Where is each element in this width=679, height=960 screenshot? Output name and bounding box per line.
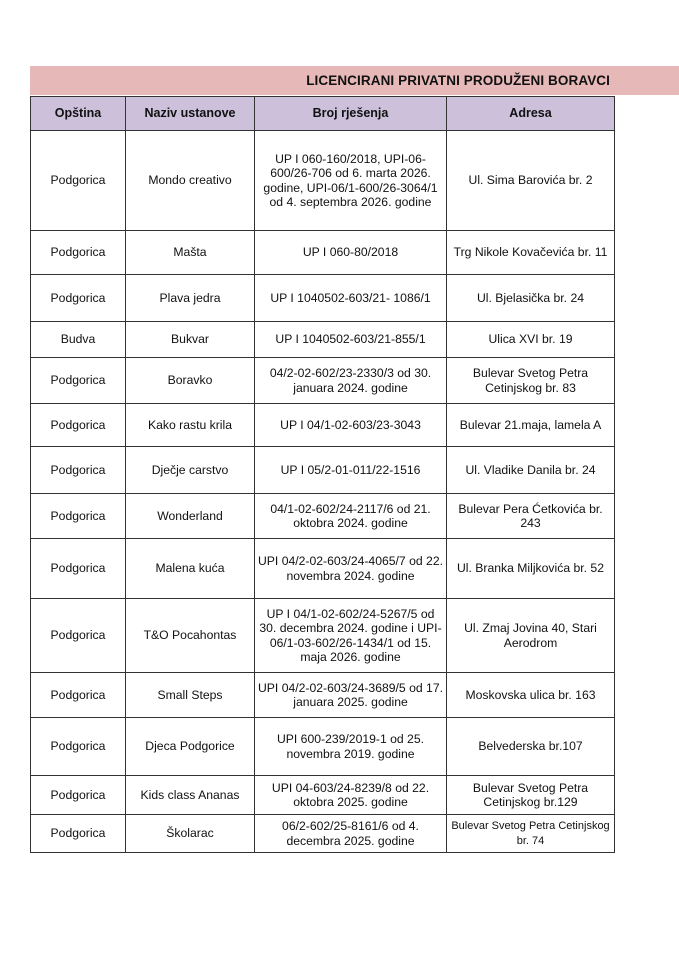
table-row [31,131,615,231]
table-row [31,673,615,718]
header-institution: Naziv ustanove [126,97,255,131]
cell-decision: UPI 04-603/24-8239/8 od 22. oktobra 2025. godine [255,776,447,815]
cell-address: Bulevar 21.maja, lamela A [447,404,615,447]
cell-decision: UP I 04/1-02-602/24-5267/5 od 30. decembra 2024. godine i UPI-06/1-03-602/26-1434/1 od 15. maja 2026. godine [255,599,447,673]
cell-institution: Školarac [126,815,255,853]
cell-address: Belvederska br.107 [447,718,615,776]
cell-institution: Boravko [126,358,255,404]
table-row [31,815,615,853]
header-decision: Broj rješenja [255,97,447,131]
cell-decision: UP I 060-160/2018, UPI-06-600/26-706 od 6. marta 2026. godine, UPI-06/1-600/26-3064/1 od 4. septembra 2026. godine [255,131,447,231]
cell-institution: Wonderland [126,494,255,539]
cell-institution: Kids class Ananas [126,776,255,815]
cell-address: Bulevar Svetog Petra Cetinjskog br. 74 [447,815,615,853]
cell-decision: UP I 060-80/2018 [255,231,447,275]
cell-address: Ul. Vladike Danila br. 24 [447,447,615,494]
table-row [31,322,615,358]
cell-institution: T&O Pocahontas [126,599,255,673]
cell-municipality: Podgorica [31,718,126,776]
cell-institution: Kako rastu krila [126,404,255,447]
cell-institution: Plava jedra [126,275,255,322]
cell-address: Moskovska ulica br. 163 [447,673,615,718]
table-row [31,447,615,494]
cell-decision: UPI 04/2-02-603/24-4065/7 od 22. novembra 2024. godine [255,539,447,599]
cell-address: Bulevar Pera Ćetkovića br. 243 [447,494,615,539]
cell-address: Ul. Zmaj Jovina 40, Stari Aerodrom [447,599,615,673]
cell-address: Ul. Sima Barovića br. 2 [447,131,615,231]
cell-institution: Malena kuća [126,539,255,599]
cell-address: Ul. Bjelasička br. 24 [447,275,615,322]
cell-institution: Small Steps [126,673,255,718]
licensed-facilities-table [30,96,615,853]
cell-municipality: Budva [31,322,126,358]
cell-decision: 04/2-02-602/23-2330/3 od 30. januara 2024. godine [255,358,447,404]
cell-municipality: Podgorica [31,275,126,322]
header-municipality: Opština [31,97,126,131]
cell-decision: UPI 04/2-02-603/24-3689/5 od 17. januara 2025. godine [255,673,447,718]
table-row [31,494,615,539]
cell-municipality: Podgorica [31,404,126,447]
cell-decision: UPI 600-239/2019-1 od 25. novembra 2019. godine [255,718,447,776]
header-address: Adresa [447,97,615,131]
table-header-row [31,97,615,131]
cell-address: Ulica XVI br. 19 [447,322,615,358]
cell-decision: 04/1-02-602/24-2117/6 od 21. oktobra 2024. godine [255,494,447,539]
cell-municipality: Podgorica [31,231,126,275]
cell-decision: UP I 05/2-01-011/22-1516 [255,447,447,494]
cell-municipality: Podgorica [31,447,126,494]
table-row [31,275,615,322]
cell-address: Bulevar Svetog Petra Cetinjskog br.129 [447,776,615,815]
cell-address: Ul. Branka Miljkovića br. 52 [447,539,615,599]
cell-institution: Bukvar [126,322,255,358]
table-row [31,231,615,275]
cell-municipality: Podgorica [31,776,126,815]
cell-address: Trg Nikole Kovačevića br. 11 [447,231,615,275]
cell-decision: 06/2-602/25-8161/6 od 4. decembra 2025. godine [255,815,447,853]
cell-institution: Djeca Podgorice [126,718,255,776]
table-row [31,358,615,404]
cell-municipality: Podgorica [31,494,126,539]
table-row [31,718,615,776]
table-row [31,599,615,673]
cell-municipality: Podgorica [31,539,126,599]
page-title: LICENCIRANI PRIVATNI PRODUŽENI BORAVCI [306,73,610,88]
cell-institution: Mašta [126,231,255,275]
cell-municipality: Podgorica [31,131,126,231]
cell-institution: Mondo creativo [126,131,255,231]
cell-municipality: Podgorica [31,358,126,404]
cell-address: Bulevar Svetog Petra Cetinjskog br. 83 [447,358,615,404]
cell-municipality: Podgorica [31,815,126,853]
cell-decision: UP I 04/1-02-603/23-3043 [255,404,447,447]
cell-municipality: Podgorica [31,673,126,718]
cell-municipality: Podgorica [31,599,126,673]
table-row [31,776,615,815]
cell-decision: UP I 1040502-603/21-855/1 [255,322,447,358]
cell-decision: UP I 1040502-603/21- 1086/1 [255,275,447,322]
table-row [31,539,615,599]
cell-institution: Dječje carstvo [126,447,255,494]
table-row [31,404,615,447]
